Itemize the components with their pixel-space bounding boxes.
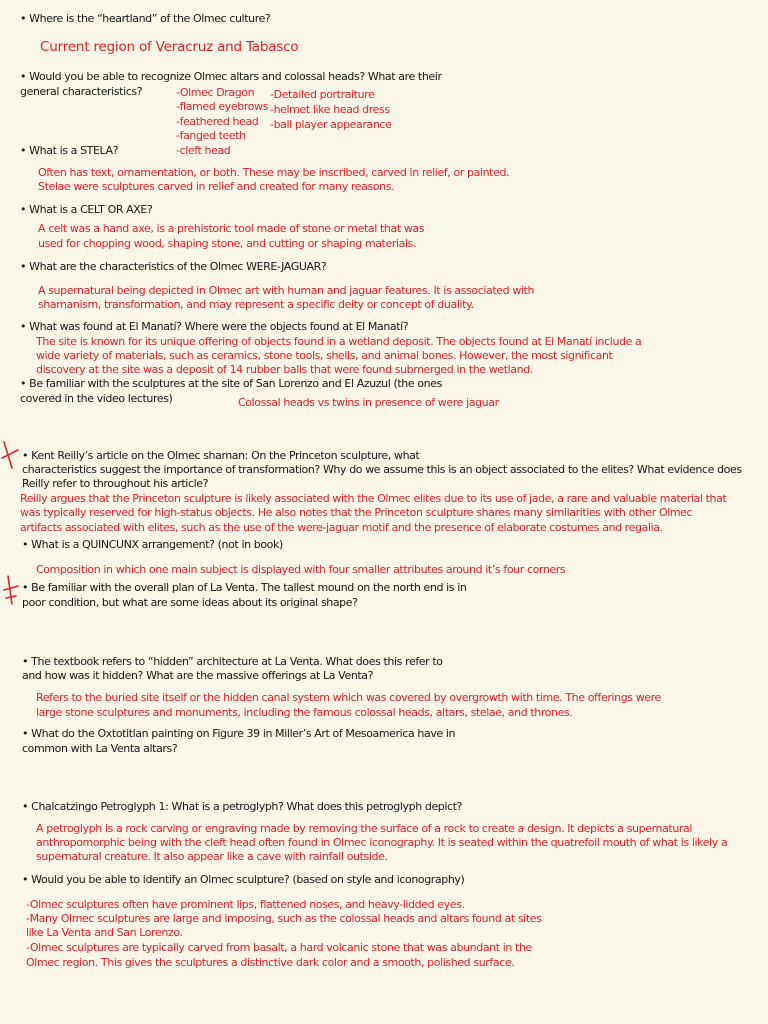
answer-celt-line2: used for chopping wood, shaping stone, and cutting or shaping materials. — [38, 237, 417, 250]
answer-hidden-line2: large stone sculptures and monuments, including the famous colossal heads, altars, stelae, and thrones. — [36, 706, 573, 719]
answer-quincunx: Composition in which one main subject is displayed with four smaller attributes around it’s four corners — [36, 563, 566, 576]
question-heartland: • Where is the “heartland” of the Olmec culture? — [20, 12, 271, 25]
answer-petroglyph-line3: supernatural creature. It also appear like a cave with rainfall outside. — [36, 850, 388, 863]
question-stela: • What is a STELA? — [20, 144, 119, 157]
question-reilly-line3: Reilly refer to throughout his article? — [22, 477, 209, 490]
altars-char-2: -flamed eyebrows — [176, 100, 268, 113]
question-identify: • Would you be able to identify an Olmec sculpture? (based on style and iconography) — [22, 873, 465, 886]
answer-petroglyph-line1: A petroglyph is a rock carving or engraving made by removing the surface of a rock to create a design. It depicts a supernatural — [36, 822, 693, 835]
answer-petroglyph-line2: anthropomorphic being with the cleft head often found in Olmec iconography. It is seated within the quatrefoil mouth of what is likely a — [36, 836, 728, 849]
answer-manati-line1: The site is known for its unique offering of objects found in a wetland deposit. The objects found at El Manatí include a — [36, 335, 642, 348]
answer-reilly-line2: was typically reserved for high-status objects. He also notes that the Princeton sculpture shares many similarities with other Olmec — [20, 506, 693, 519]
question-laventa-line1: • Be familiar with the overall plan of La Venta. The tallest mound on the north end is in — [22, 581, 467, 594]
question-reilly-line1: • Kent Reilly’s article on the Olmec shaman: On the Princeton sculpture, what — [22, 449, 420, 462]
answer-stela-line2: Stelae were sculptures carved in relief and created for many reasons. — [38, 180, 395, 193]
star-annotation-icon — [2, 574, 20, 606]
answer-stela-line1: Often has text, ornamentation, or both. These may be inscribed, carved in relief, or painted. — [38, 166, 510, 179]
question-laventa-line2: poor condition, but what are some ideas about its original shape? — [22, 596, 358, 609]
answer-celt-line1: A celt was a hand axe, is a prehistoric tool made of stone or metal that was — [38, 222, 425, 235]
altars-char-3: -feathered head — [176, 115, 259, 128]
answer-werejaguar-line1: A supernatural being depicted in Olmec art with human and jaguar features. It is associated with — [38, 284, 535, 297]
question-reilly-line2: characteristics suggest the importance of transformation? Why do we assume this is an object associated to the elites? What evidence does — [22, 463, 742, 476]
question-sanlorenzo-line1: • Be familiar with the sculptures at the site of San Lorenzo and El Azuzul (the ones — [20, 377, 442, 390]
question-oxtotitlan-line2: common with La Venta altars? — [22, 742, 178, 755]
answer-identify-line5: Olmec region. This gives the sculptures a distinctive dark color and a smooth, polished surface. — [26, 956, 515, 969]
question-sanlorenzo-line2: covered in the video lectures) — [20, 392, 173, 405]
question-altars-line1: • Would you be able to recognize Olmec altars and colossal heads? What are their — [20, 70, 442, 83]
answer-hidden-line1: Refers to the buried site itself or the hidden canal system which was covered by overgrowth with time. The offerings were — [36, 691, 661, 704]
answer-manati-line3: discovery at the site was a deposit of 14 rubber balls that were found submerged in the wetland. — [36, 363, 533, 376]
star-annotation-icon — [0, 440, 20, 472]
altars-char-7: -helmet like head dress — [270, 103, 390, 116]
altars-char-5: -cleft head — [176, 144, 231, 157]
answer-identify-line4: -Olmec sculptures are typically carved from basalt, a hard volcanic stone that was abundant in the — [26, 941, 532, 954]
answer-reilly-line1: Reilly argues that the Princeton sculpture is likely associated with the Olmec elites due to its use of jade, a rare and valuable material that — [20, 492, 727, 505]
question-hidden-line1: • The textbook refers to “hidden” architecture at La Venta. What does this refer to — [22, 655, 443, 668]
answer-reilly-line3: artifacts associated with elites, such as the use of the were-jaguar motif and the presence of elaborate costumes and regalia. — [20, 521, 663, 534]
question-werejaguar: • What are the characteristics of the Olmec WERE-JAGUAR? — [20, 260, 327, 273]
answer-identify-line2: -Many Olmec sculptures are large and imposing, such as the colossal heads and altars found at sites — [26, 912, 542, 925]
question-quincunx: • What is a QUINCUNX arrangement? (not in book) — [22, 538, 283, 551]
question-hidden-line2: and how was it hidden? What are the massive offerings at La Venta? — [22, 669, 374, 682]
altars-char-1: -Olmec Dragon — [176, 86, 255, 99]
altars-char-6: -Detailed portraiture — [270, 88, 375, 101]
altars-char-4: -fanged teeth — [176, 129, 246, 142]
question-altars-line2: general characteristics? — [20, 85, 143, 98]
answer-werejaguar-line2: shamanism, transformation, and may represent a specific deity or concept of duality. — [38, 298, 474, 311]
question-manati: • What was found at El Manatí? Where were the objects found at El Manatí? — [20, 320, 409, 333]
question-oxtotitlan-line1: • What do the Oxtotitlan painting on Figure 39 in Miller’s Art of Mesoamerica have in — [22, 727, 456, 740]
answer-identify-line3: like La Venta and San Lorenzo. — [26, 926, 183, 939]
answer-manati-line2: wide variety of materials, such as ceramics, stone tools, shells, and animal bones. However, the most significant — [36, 349, 613, 362]
answer-sanlorenzo: Colossal heads vs twins in presence of were jaguar — [238, 396, 499, 409]
question-petroglyph: • Chalcatzingo Petroglyph 1: What is a petroglyph? What does this petroglyph depict? — [22, 800, 463, 813]
question-celt: • What is a CELT OR AXE? — [20, 203, 153, 216]
answer-identify-line1: -Olmec sculptures often have prominent lips, flattened noses, and heavy-lidded eyes. — [26, 898, 465, 911]
answer-heartland: Current region of Veracruz and Tabasco — [40, 39, 299, 55]
altars-char-8: -ball player appearance — [270, 118, 392, 131]
